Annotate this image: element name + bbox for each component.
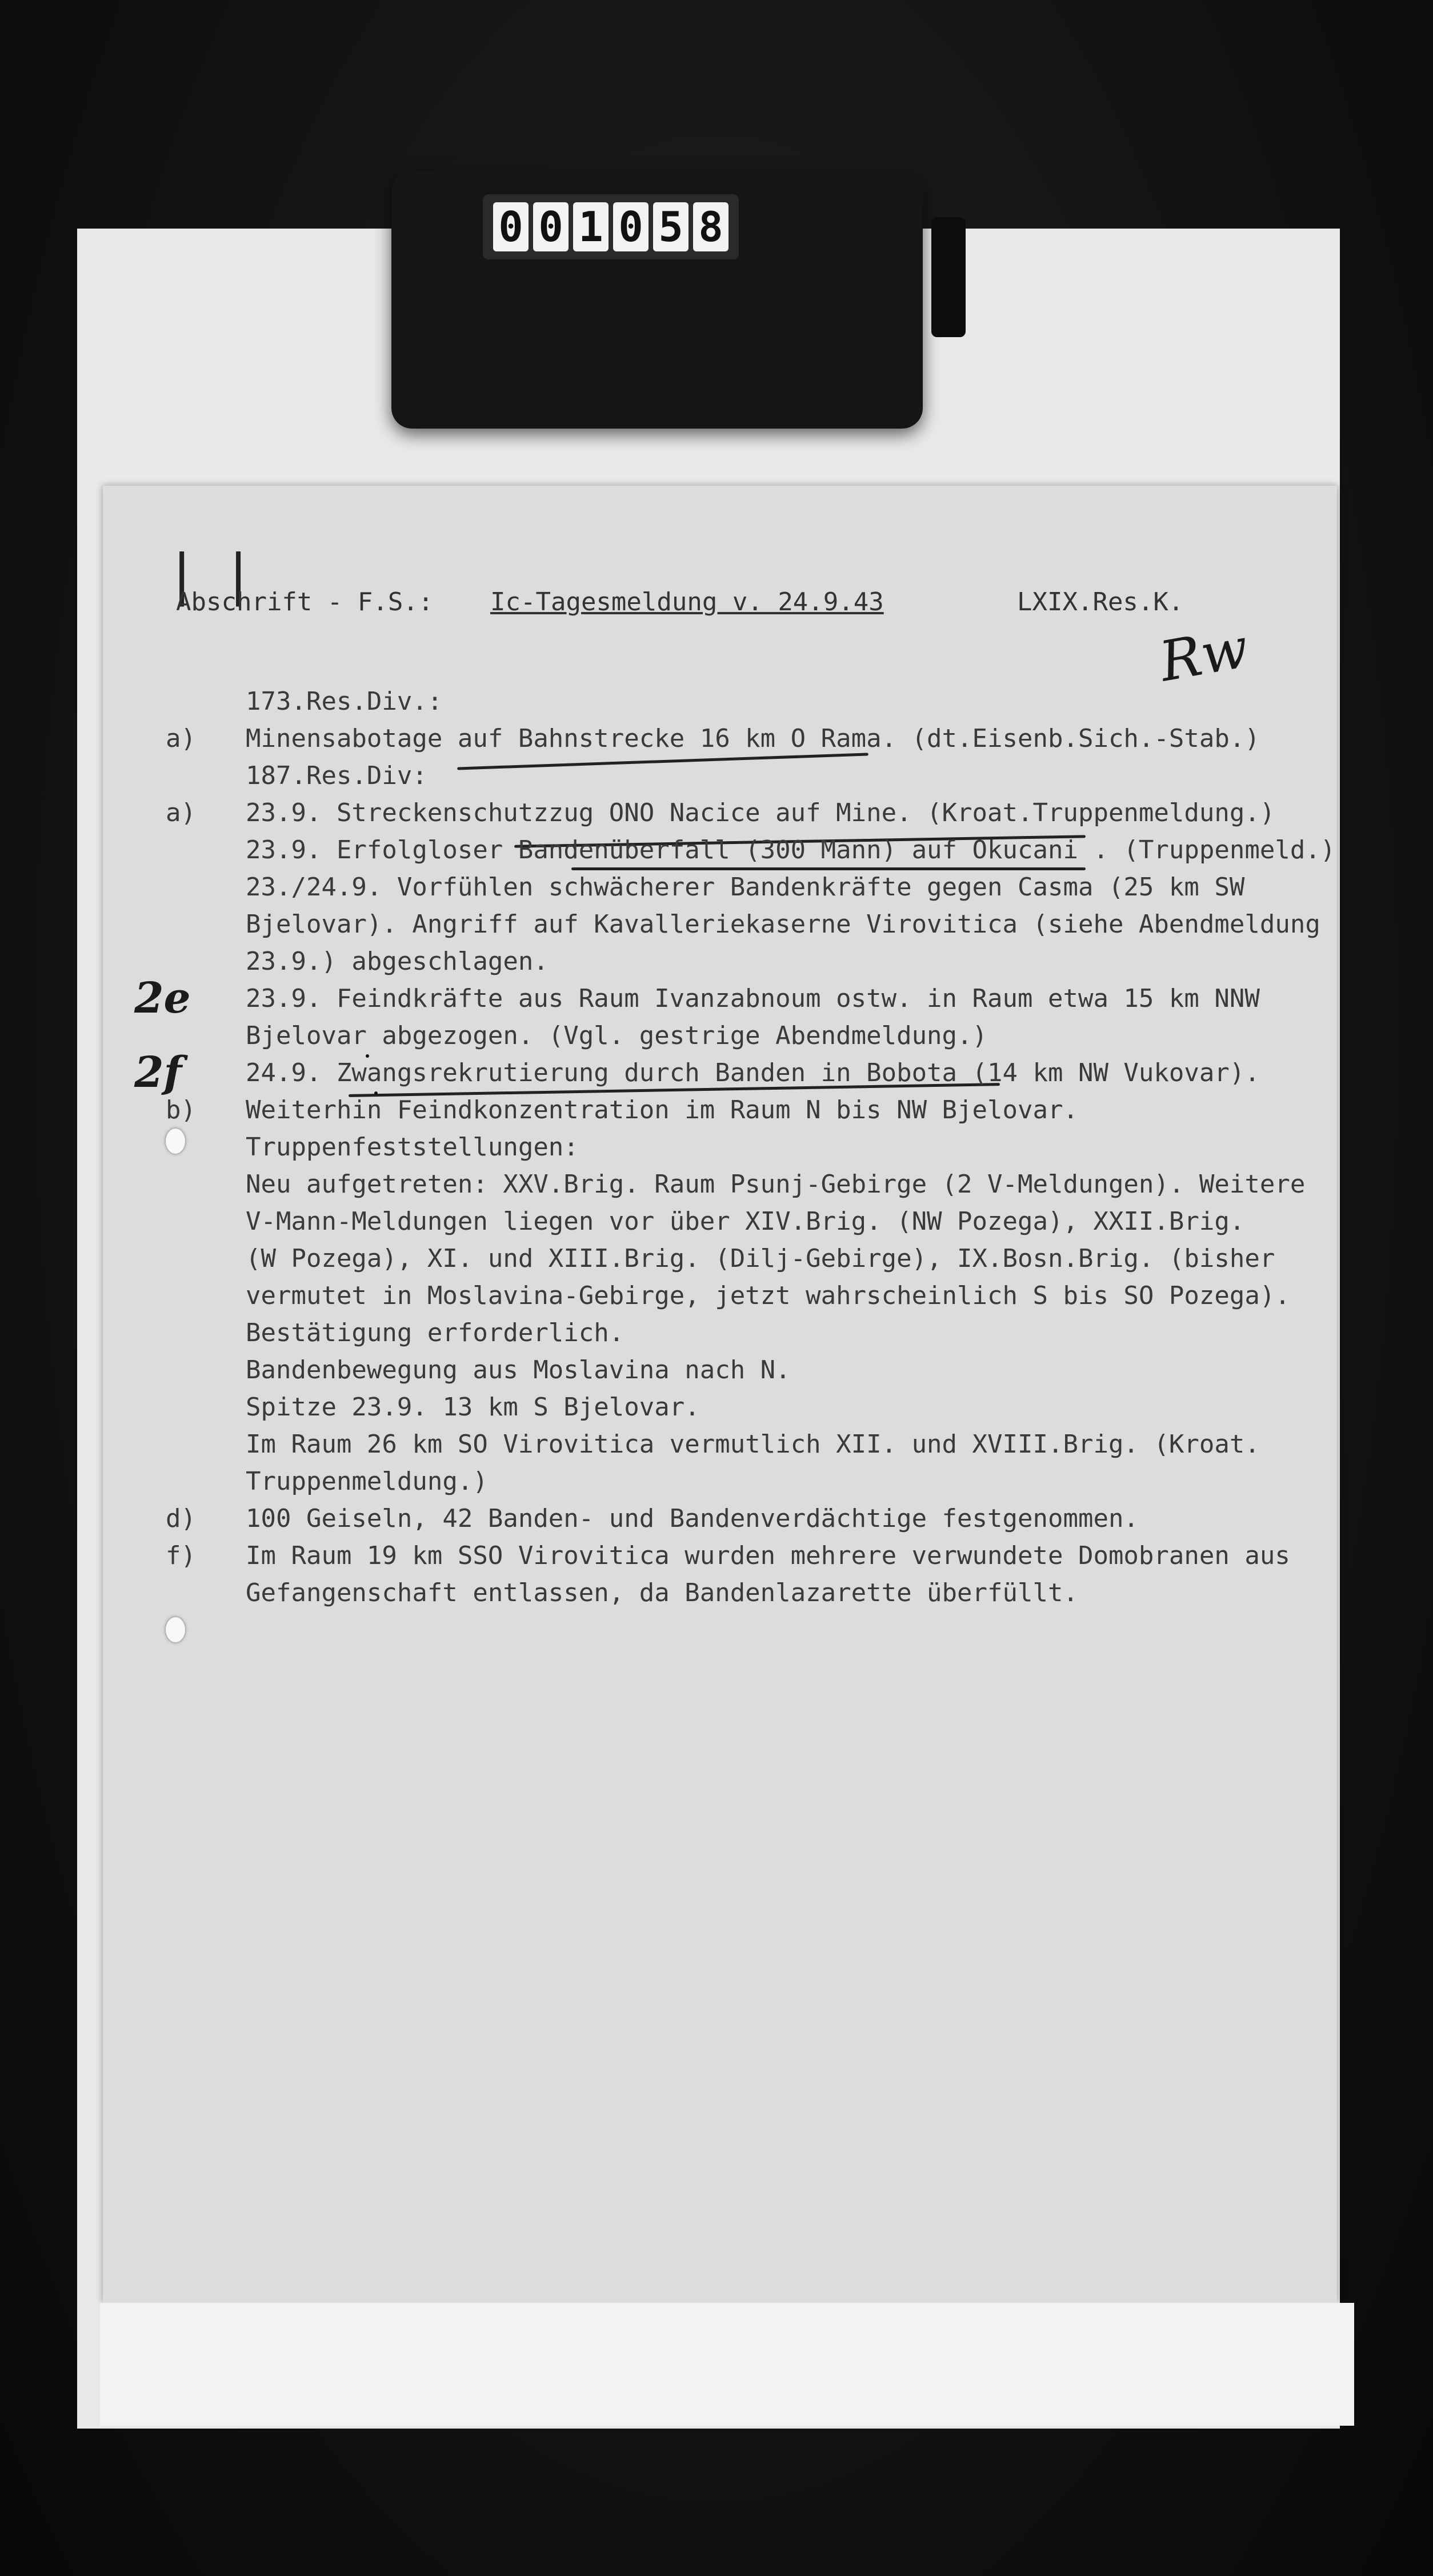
line-text: Truppenmeldung.) bbox=[246, 1467, 488, 1496]
text-line bbox=[160, 1166, 1348, 1203]
page-bottom-strip bbox=[100, 2303, 1354, 2426]
text-line bbox=[160, 1500, 1348, 1537]
line-text: (W Pozega), XI. und XIII.Brig. (Dilj-Gebirge), IX.Bosn.Brig. (bisher bbox=[246, 1244, 1275, 1273]
counter-digit: 0 bbox=[533, 202, 569, 251]
line-text: Bestätigung erforderlich. bbox=[246, 1318, 625, 1347]
report-body bbox=[134, 683, 1348, 1611]
line-text: Bjelovar abgezogen. (Vgl. gestrige Abendmeldung.) bbox=[246, 1021, 988, 1050]
line-text: Spitze 23.9. 13 km S Bjelovar. bbox=[246, 1393, 700, 1422]
line-text: 23.9. Feindkräfte aus Raum Ivanzabnoum ostw. in Raum etwa 15 km NNW bbox=[246, 984, 1260, 1013]
text-line bbox=[160, 683, 1348, 720]
item-label: d) bbox=[166, 1504, 196, 1533]
line-text: vermutet in Moslavina-Gebirge, jetzt wahrscheinlich S bis SO Pozega). bbox=[246, 1281, 1290, 1310]
counter-digit: 8 bbox=[693, 202, 728, 251]
handwritten-annotation: 2e bbox=[134, 974, 191, 1023]
text-line bbox=[160, 720, 1348, 757]
line-text: Truppenfeststellungen: bbox=[246, 1133, 579, 1162]
line-text: 23.9.) abgeschlagen. bbox=[246, 947, 549, 976]
text-line bbox=[160, 794, 1348, 831]
line-text: Minensabotage auf Bahnstrecke 16 km O Rama. (dt.Eisenb.Sich.-Stab.) bbox=[246, 724, 1260, 753]
text-line bbox=[134, 1048, 1348, 1097]
frame-counter bbox=[391, 171, 923, 429]
counter-digit: 5 bbox=[653, 202, 689, 251]
line-text: 23.9. Streckenschutzzug ONO Nacice auf Mine. (Kroat.Truppenmeldung.) bbox=[246, 798, 1275, 827]
item-label: a) bbox=[166, 724, 196, 753]
text-line bbox=[160, 1203, 1348, 1240]
handwritten-annotation: 2f bbox=[134, 1048, 182, 1097]
text-line bbox=[160, 1426, 1348, 1463]
line-text: 24.9. Zwangsrekrutierung durch Banden in Bobota (14 km NW Vukovar). bbox=[246, 1058, 1260, 1087]
line-text: Gefangenschaft entlassen, da Bandenlazarette überfüllt. bbox=[246, 1578, 1078, 1607]
line-text: 100 Geiseln, 42 Banden- und Bandenverdächtige festgenommen. bbox=[246, 1504, 1139, 1533]
item-label: b) bbox=[166, 1095, 196, 1125]
text-line bbox=[160, 943, 1348, 980]
handwritten-initials: Rw bbox=[1155, 615, 1254, 694]
text-line bbox=[160, 1574, 1348, 1611]
text-line bbox=[160, 1091, 1348, 1129]
corps-designation: LXIX.Res.K. bbox=[1017, 587, 1184, 617]
text-line bbox=[160, 1129, 1348, 1166]
line-text: 173.Res.Div.: bbox=[246, 687, 443, 716]
text-line bbox=[160, 831, 1348, 869]
counter-knob bbox=[931, 217, 966, 337]
line-text: 23.9. Erfolgloser Bandenüberfall (300 Mann) auf Okucani . (Truppenmeld.) bbox=[246, 835, 1336, 865]
copy-label: Abschrift - F.S.: bbox=[176, 587, 434, 617]
text-line bbox=[160, 1389, 1348, 1426]
line-text: 23./24.9. Vorfühlen schwächerer Bandenkräfte gegen Casma (25 km SW bbox=[246, 873, 1245, 902]
punch-hole bbox=[166, 1617, 185, 1642]
text-line bbox=[160, 757, 1348, 794]
text-line bbox=[160, 1017, 1348, 1054]
line-text: Im Raum 26 km SO Virovitica vermutlich XII. und XVIII.Brig. (Kroat. bbox=[246, 1430, 1260, 1459]
text-line bbox=[160, 1463, 1348, 1500]
item-label: f) bbox=[166, 1541, 196, 1570]
text-line bbox=[160, 1240, 1348, 1277]
line-text: Bandenbewegung aus Moslavina nach N. bbox=[246, 1355, 791, 1385]
counter-display bbox=[483, 194, 739, 259]
line-text: Neu aufgetreten: XXV.Brig. Raum Psunj-Gebirge (2 V-Meldungen). Weitere bbox=[246, 1170, 1306, 1199]
item-label: a) bbox=[166, 798, 196, 827]
margin-mark: | | bbox=[173, 543, 258, 607]
counter-digit: 0 bbox=[493, 202, 529, 251]
counter-digit: 0 bbox=[613, 202, 649, 251]
text-line bbox=[160, 906, 1348, 943]
line-text: 187.Res.Div: bbox=[246, 761, 427, 790]
text-line bbox=[160, 1314, 1348, 1351]
text-line bbox=[160, 869, 1348, 906]
line-text: Weiterhin Feindkonzentration im Raum N bis NW Bjelovar. bbox=[246, 1095, 1078, 1125]
counter-digit: 1 bbox=[573, 202, 609, 251]
text-line bbox=[160, 1351, 1348, 1389]
report-title: Ic-Tagesmeldung v. 24.9.43 bbox=[490, 587, 884, 617]
text-line bbox=[160, 1537, 1348, 1574]
text-line bbox=[134, 974, 1348, 1023]
line-text: V-Mann-Meldungen liegen vor über XIV.Brig. (NW Pozega), XXII.Brig. bbox=[246, 1207, 1245, 1236]
line-text: Bjelovar). Angriff auf Kavalleriekaserne Virovitica (siehe Abendmeldung bbox=[246, 910, 1320, 939]
text-line bbox=[160, 1277, 1348, 1314]
line-text: Im Raum 19 km SSO Virovitica wurden mehrere verwundete Domobranen aus bbox=[246, 1541, 1290, 1570]
